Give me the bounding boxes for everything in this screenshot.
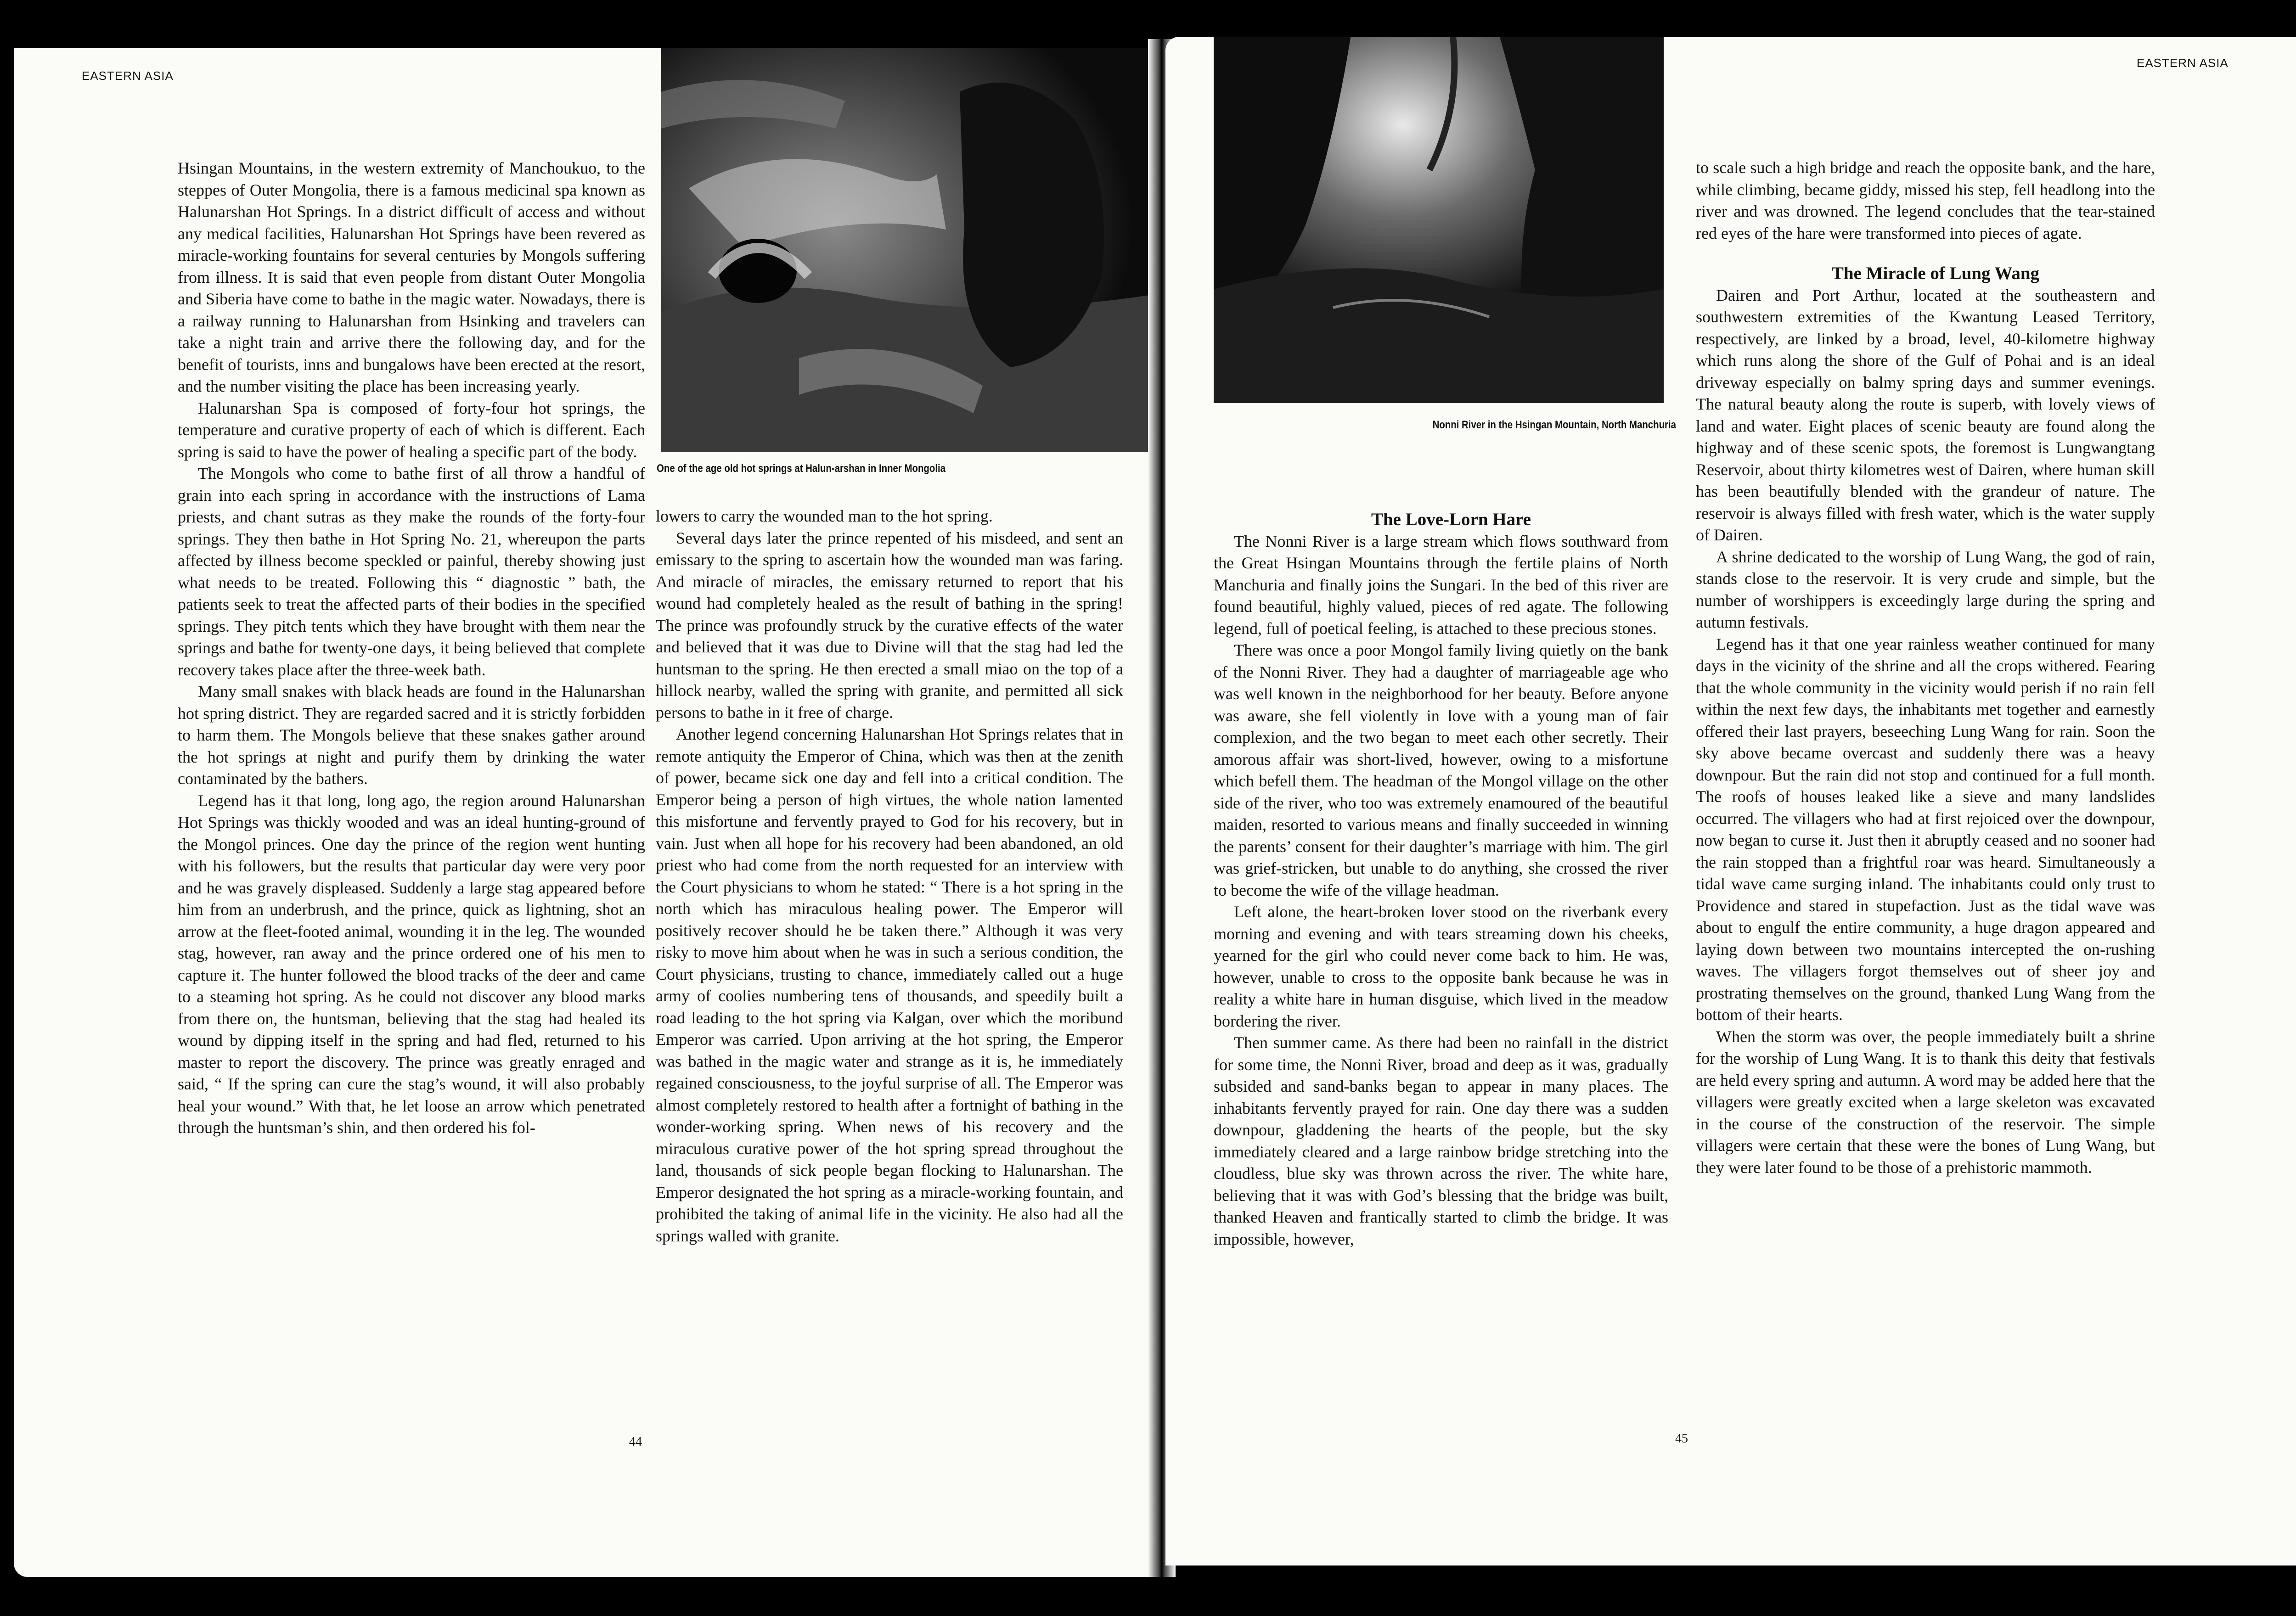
paragraph: Hsingan Mountains, in the western extremity of Manchoukuo, to the steppes of Outer Mongolia, there is a famous medicinal spa known as Halunarshan Hot Springs. In a district difficult of access and without any medical facilities, Halunarshan Hot Springs have been revered as miracle-working fountains for several centuries by Mongols suffering from illness. It is said that even people from distant Outer Mongolia and Siberia have come to bathe in the magic water. Nowadays, there is a railway running to Halunarshan from Hsinking and travelers can take a night train and arrive there the following day, and for the benefit of tourists, inns and bungalows have been erected at the resort, and the number visiting the place has been increasing yearly. (178, 159, 645, 395)
right-column-1 (1214, 509, 1668, 1250)
paragraph: When the storm was over, the people immediately built a shrine for the worship of Lung Wang. It is to thank this deity that festivals are held every spring and autumn. A word may be added here that the villagers were greatly excited when a large skeleton was excavated in the course of the construction of the reservoir. The simple villagers were certain that these were the bones of Lung Wang, but they were later found to be those of a prehistoric mammoth. (1696, 1027, 2155, 1177)
paragraph: to scale such a high bridge and reach the opposite bank, and the hare, while climbing, became giddy, missed his step, fell headlong into the river and was drowned. The legend concludes that the tear-stained red eyes of the hare were transformed into pieces of agate. (1696, 158, 2155, 242)
paragraph: The Mongols who come to bathe first of all throw a handful of grain into each spring in accordance with the instructions of Lama priests, and chant sutras as they make the rounds of the forty-four springs. They then bathe in Hot Spring No. 21, whereupon the parts affected by illness become speckled or painful, thereby showing just what needs to be treated. Following this “ diagnostic ” bath, the patients seek to treat the affected parts of their bodies in the specified springs. They pitch tents which they have brought with them near the springs and bathe for twenty-one days, it being believed that complete recovery takes place after the three-week bath. (178, 464, 645, 679)
section-head-left: EASTERN ASIA (82, 69, 174, 83)
left-column-2 (656, 505, 1123, 1247)
page-number-right: 45 (1675, 1431, 1688, 1446)
paragraph: Then summer came. As there had been no rainfall in the district for some time, the Nonni River, broad and deep as it was, gradually subsided and sand-banks began to appear in many places. The inhabitants fervently prayed for rain. One day there was a sudden downpour, gladdening the hearts of the people, but the sky immediately cleared and a large rainbow bridge stretching into the cloudless, blue sky was thrown across the river. The white hare, believing that it was with God’s blessing that the bridge was built, thanked Heaven and frantically started to climb the bridge. It was impossible, however, (1214, 1033, 1668, 1248)
paragraph: lowers to carry the wounded man to the hot spring. (656, 507, 993, 525)
paragraph: Another legend concerning Halunarshan Hot Springs relates that in remote antiquity the Emperor of China, which was then at the zenith of power, became sick one day and fell into a critical condition. The Emperor being a person of high virtues, the whole nation lamented this misfortune and fervently prayed to God for his recovery, but in vain. Just when all hope for his recovery had been abandoned, an old priest who had come from the north requested for an interview with the Court physicians to whom he stated: “ There is a hot spring in the north which has miraculous healing power. The Emperor will positively recover should he be taken there.” Although it was very risky to move him about when he was in such a serious condition, the Court physicians, trusting to chance, immediately called out a huge army of coolies numbering tens of thousands, and speedily built a road leading to the hot spring via Kalgan, over which the moribund Emperor was carried. Upon arriving at the hot spring, the Emperor was bathed in the magic water and strange as it is, he immediately regained consciousness, to the joyful surprise of all. The Emperor was almost completely restored to health after a fortnight of bathing in the wonder-working spring. When news of his recovery and the miraculous curative power of the hot spring spread throughout the land, thousands of sick people began flocking to Halunarshan. The Emperor designated the hot spring as a miracle-working fountain, and prohibited the taking of animal life in the vicinity. He also had all the springs walled with granite. (656, 725, 1123, 1245)
photo-caption-left: One of the age old hot springs at Halun-arshan in Inner Mongolia (657, 462, 946, 475)
paragraph: There was once a poor Mongol family living quietly on the bank of the Nonni River. They had a daughter of marriageable age who was well known in the neighborhood for her beauty. Before anyone was aware, she fell violently in love with a young man of fair complexion, and the two began to meet each other secretly. Their amorous affair was short-lived, however, owing to a misfortune which befell them. The headman of the Mongol village on the other side of the river, who too was extremely enamoured of the beautiful maiden, resorted to various means and finally succeeded in winning the parents’ consent for their daughter’s marriage with him. The girl was grief-stricken, but unable to do anything, she crossed the river to become the wife of the village headman. (1214, 641, 1668, 899)
paragraph: Several days later the prince repented of his misdeed, and sent an emissary to the spring to ascertain how the wounded man was faring. And miracle of miracles, the emissary returned to report that his wound had completely healed as the result of bathing in the spring! The prince was profoundly struck by the curative effects of the water and believed that it was due to Divine will that the stag had led the huntsman to the spring. He then erected a small miao on the top of a hillock nearby, walled the spring with granite, and permitted all sick persons to bathe in it free of charge. (656, 528, 1123, 722)
paragraph: The Nonni River is a large stream which flows southward from the Great Hsingan Mountains through the fertile plains of North Manchuria and finally joins the Sungari. In the bed of this river are found beautiful, highly valued, pieces of red agate. The following legend, full of poetical feeling, is attached to these precious stones. (1214, 532, 1668, 638)
paragraph: Legend has it that long, long ago, the region around Halunarshan Hot Springs was thickly wooded and was an ideal hunting-ground of the Mongol princes. One day the prince of the region went hunting with his followers, but the results that particular day were very poor and he was gravely displeased. Suddenly a large stag appeared before him from an underbrush, and the prince, quick as lightning, shot an arrow at the fleet-footed animal, wounding it in the leg. The wounded stag, however, ran away and the prince ordered one of his men to capture it. The hunter followed the blood tracks of the deer and came to a steaming hot spring. As he could not discover any blood marks from there on, the huntsman, believing that the stag had healed its wound by dipping itself in the spring and had fled, returned to his master to report the discovery. The prince was greatly enraged and said, “ If the spring can cure the stag’s wound, it will also probably heal your wound.” With that, he let loose an arrow which penetrated through the huntsman’s shin, and then ordered his fol- (178, 791, 645, 1137)
heading-miracle-of-lung-wang: The Miracle of Lung Wang (1831, 264, 2040, 283)
paragraph: Left alone, the heart-broken lover stood on the riverbank every morning and evening and with tears streaming down his cheeks, yearned for the girl who could never come back to him. He was, however, unable to cross to the opposite bank because he was in reality a white hare in human disguise, which lived in the meadow bordering the river. (1214, 903, 1668, 1030)
paragraph: A shrine dedicated to the worship of Lung Wang, the god of rain, stands close to the reservoir. It is very crude and simple, but the number of worshippers is exceedingly large during the spring and autumn festivals. (1696, 547, 2155, 631)
hot-spring-photo (661, 48, 1158, 452)
hot-spring-image (661, 48, 1158, 452)
heading-love-lorn-hare: The Love-Lorn Hare (1371, 510, 1531, 529)
river-image (1214, 37, 1664, 403)
paragraph: Legend has it that one year rainless weather continued for many days in the vicinity of the shrine and all the crops withered. Fearing that the whole community in the vicinity would perish if no rain fell within the next few days, the inhabitants met together and earnestly offered their last prayers, beseeching Lung Wang for rain. Soon the sky above became overcast and suddenly there was a heavy downpour. But the rain did not stop and continued for a full month. The roofs of houses leaked like a sieve and many landslides occurred. The villagers who had at first rejoiced over the downpour, now began to curse it. Just then it abruptly ceased and no sooner had the rain stopped than a frightful roar was heard. Simultaneously a tidal wave came surging inland. The inhabitants could only trust to Providence and stared in stupefaction. Just as the tidal wave was about to engulf the entire community, a huge dragon appeared and laying down between two mountains intercepted the on-rushing waves. The villagers forgot themselves out of sheer joy and prostrating themselves on the ground, thanked Lung Wang from the bottom of their hearts. (1696, 634, 2155, 1024)
left-column-1 (178, 157, 645, 1139)
photo-caption-right: Nonni River in the Hsingan Mountain, North Manchuria (1432, 419, 1676, 431)
paragraph: Dairen and Port Arthur, located at the southeastern and southwestern extremities of the Kwantung Leased Territory, respectively, are linked by a broad, level, 40-kilometre highway which runs along the shore of the Gulf of Pohai and is an ideal driveway especially on balmy spring days and summer evenings. The natural beauty along the route is superb, with lovely views of land and water. Eight places of scenic beauty are found along the highway and of these scenic spots, the foremost is Lungwangtang Reservoir, about thirty kilometres west of Dairen, where human skill has been beautifully blended with the grandeur of nature. The reservoir is always filled with fresh water, which is the water supply of Dairen. (1696, 286, 2155, 544)
page-number-left: 44 (629, 1435, 642, 1449)
paragraph: Halunarshan Spa is composed of forty-four hot springs, the temperature and curative property of each of which is different. Each spring is said to have the power of healing a specific part of the body. (178, 398, 645, 461)
section-head-right: EASTERN ASIA (2137, 56, 2228, 70)
right-column-2 (1696, 157, 2155, 1178)
paragraph: Many small snakes with black heads are found in the Halunarshan hot spring district. They are regarded sacred and it is strictly forbidden to harm them. The Mongols believe that these snakes gather around the hot springs at night and purify them by drinking the water contaminated by the bathers. (178, 682, 645, 788)
right-page (1165, 37, 2296, 1566)
left-page (14, 48, 1158, 1577)
nonni-river-photo (1214, 37, 1664, 403)
